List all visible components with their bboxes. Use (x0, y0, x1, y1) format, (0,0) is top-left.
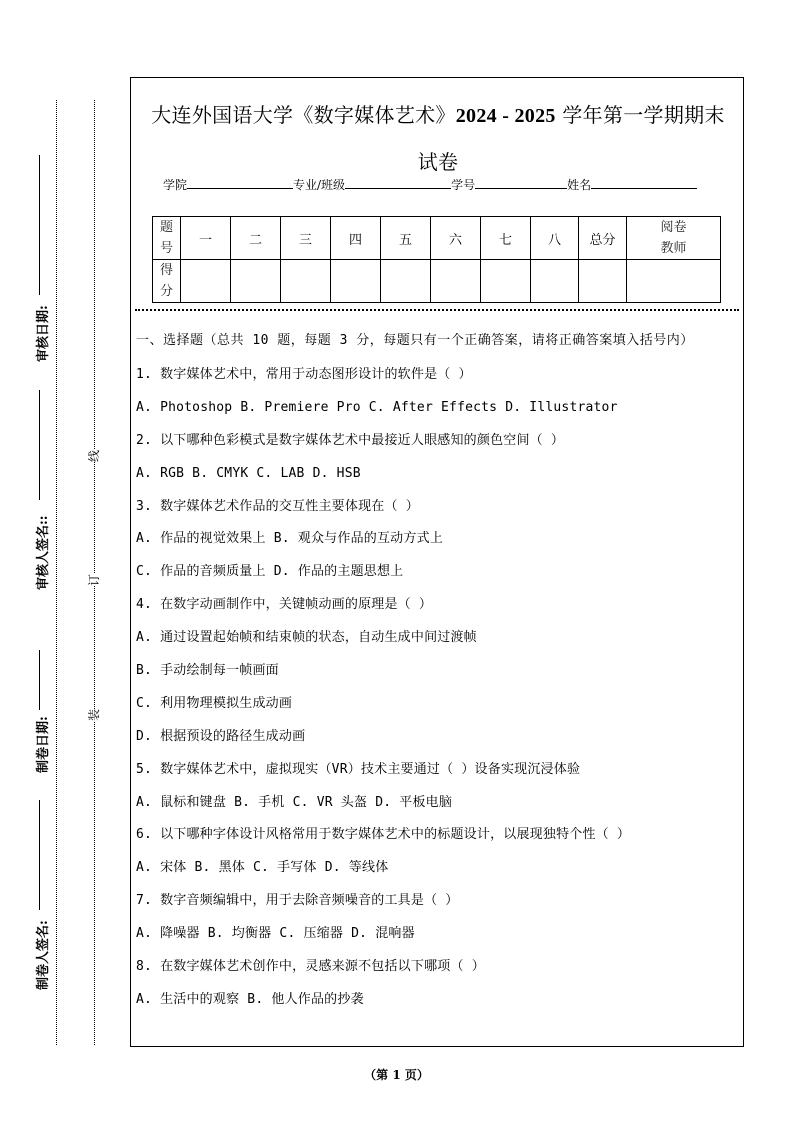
question-line: 6. 以下哪种字体设计风格常用于数字媒体艺术中的标题设计，以展现独特个性（ ） (136, 827, 631, 843)
question-line: 3. 数字媒体艺术作品的交互性主要体现在（ ） (136, 498, 419, 514)
total-header-cell: 总分 (579, 217, 627, 260)
option-line: A. Photoshop B. Premiere Pro C. After Effects D. Illustrator (136, 399, 618, 415)
title-term: 学年第一学期期末 (555, 103, 725, 127)
question-section-1 (136, 330, 738, 1017)
option-line: A. RGB B. CMYK C. LAB D. HSB (136, 465, 361, 481)
option-line: A. 鼠标和键盘 B. 手机 C. VR 头盔 D. 平板电脑 (136, 794, 453, 810)
question-line: 7. 数字音频编辑中，用于去除音频噪音的工具是（ ） (136, 893, 459, 909)
title-paper: 试卷 (417, 150, 459, 174)
question-line: 2. 以下哪种色彩模式是数字媒体艺术中最接近人眼感知的颜色空间（ ） (136, 432, 565, 448)
college-field[interactable] (187, 176, 293, 189)
score-table-header-row (153, 217, 721, 260)
score-cell[interactable] (181, 260, 231, 303)
header-cell: 二 (231, 217, 281, 260)
option-line: A. 宋体 B. 黑体 C. 手写体 D. 等线体 (136, 860, 389, 876)
question-number-label-cell: 题 号 (153, 217, 181, 260)
name-label: 姓名 (567, 178, 592, 192)
exam-maker-signature-label: 制卷人签名: (36, 920, 51, 990)
header-cell: 一 (181, 217, 231, 260)
dotted-separator (135, 309, 739, 311)
header-cell: 三 (281, 217, 331, 260)
option-line: A. 通过设置起始帧和结束帧的状态，自动生成中间过渡帧 (136, 630, 477, 646)
header-cell: 八 (531, 217, 579, 260)
major-label: 专业/班级 (293, 178, 346, 192)
college-label: 学院 (163, 178, 188, 192)
exam-date-label: 制卷日期: (36, 716, 51, 773)
exam-frame (130, 77, 744, 1047)
binding-mark-line: 线 (87, 449, 102, 463)
binding-mark-staple: 订 (87, 573, 102, 587)
option-line: A. 生活中的观察 B. 他人作品的抄袭 (136, 991, 364, 1007)
option-line: A. 作品的视觉效果上 B. 观众与作品的互动方式上 (136, 531, 443, 547)
title-year: 2024 - 2025 (455, 105, 556, 127)
grader-signature-cell[interactable] (627, 260, 721, 303)
score-label-cell: 得 分 (153, 260, 181, 303)
binding-dotted-line-inner (94, 100, 95, 1045)
option-line: D. 根据预设的路径生成动画 (136, 728, 306, 744)
header-cell: 六 (431, 217, 481, 260)
score-cell[interactable] (231, 260, 281, 303)
option-line: C. 利用物理模拟生成动画 (136, 695, 293, 711)
question-line: 8. 在数字媒体艺术创作中，灵感来源不包括以下哪项（ ） (136, 959, 485, 975)
page-number: （第 1 页） (364, 1068, 429, 1082)
reviewer-signature-label: 审核人签名:: (36, 515, 51, 590)
name-field[interactable] (591, 176, 697, 189)
grader-header-cell: 阅卷 教师 (627, 217, 721, 260)
major-class-field[interactable] (345, 176, 451, 189)
score-cell[interactable] (381, 260, 431, 303)
score-table (152, 216, 721, 303)
question-line: 4. 在数字动画制作中，关键帧动画的原理是（ ） (136, 597, 433, 613)
review-date-label: 审核日期: (36, 305, 51, 362)
student-id-field[interactable] (475, 176, 567, 189)
score-table-score-row (153, 260, 721, 303)
binding-dotted-line-outer (56, 100, 57, 1045)
question-line: 5. 数字媒体艺术中，虚拟现实（VR）技术主要通过（ ）设备实现沉浸体验 (136, 761, 581, 777)
student-id-label: 学号 (451, 178, 476, 192)
exam-maker-signature-blank (39, 800, 40, 910)
question-line: 1. 数字媒体艺术中，常用于动态图形设计的软件是（ ） (136, 367, 472, 382)
score-cell[interactable] (281, 260, 331, 303)
header-cell: 四 (331, 217, 381, 260)
option-line: B. 手动绘制每一帧画面 (136, 663, 279, 679)
header-cell: 五 (381, 217, 431, 260)
exam-title (131, 92, 745, 185)
review-date-blank (39, 155, 40, 295)
score-cell[interactable] (431, 260, 481, 303)
option-line: C. 作品的音频质量上 D. 作品的主题思想上 (136, 564, 404, 580)
binding-mark-bind: 装 (87, 708, 102, 722)
score-cell[interactable] (531, 260, 579, 303)
title-university-course: 大连外国语大学《数字媒体艺术》 (151, 103, 456, 127)
score-cell[interactable] (331, 260, 381, 303)
header-cell: 七 (481, 217, 531, 260)
exam-date-blank (39, 650, 40, 710)
option-line: A. 降噪器 B. 均衡器 C. 压缩器 D. 混响器 (136, 926, 415, 942)
reviewer-signature-blank (39, 390, 40, 500)
student-info-row (163, 176, 697, 193)
total-score-cell[interactable] (579, 260, 627, 303)
section-heading: 一、选择题（总共 10 题，每题 3 分，每题只有一个正确答案，请将正确答案填入括号内） (136, 333, 694, 348)
score-cell[interactable] (481, 260, 531, 303)
